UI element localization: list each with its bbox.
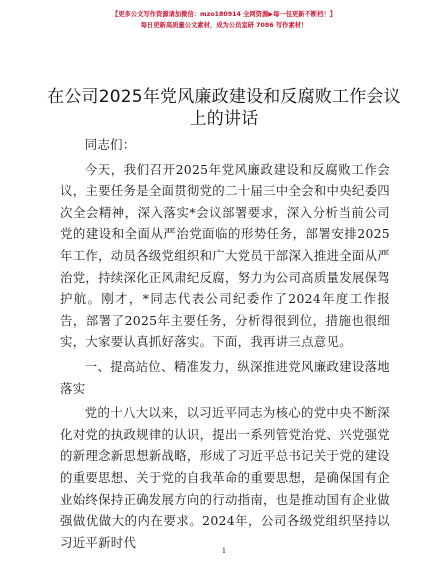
paragraph-2: 党的十八大以来，以习近平同志为核心的党中央不断深化对党的执政规律的认识，提出一系列管党治党、兴党强党的新理念新思想新战略，形成了习近平总书记关于党的建设的重要思想、关于党的自我革命的重要思想，是确保国有企业始终保持正确发展方向的行动指南，也是推动国有企业做强做优做大的内在要求。2024年，公司各级党组织坚持以习近平新时代 [60,405,390,550]
section-heading-1: 一、提高站位、精准发力，纵深推进党风廉政建设落地落实 [60,358,390,396]
promo-line-1: 【更多公文写作资源请加微信：mzo180914 全网资源▶每一包更新不断档！】 [111,11,337,18]
salutation: 同志们： [84,137,136,152]
paragraph-1: 今天，我们召开2025年党风廉政建设和反腐败工作会议，主要任务是全面贯彻党的二十届三中全会和中央纪委四次全会精神，深入落实*会议部署要求，深入分析当前公司党的建设和全面从严治党面临的形势任务，部署安排2025年工作，动员各级党组织和广大党员干部深入推进全面从严治党，持续深化正风肃纪反腐，努力为公司高质量发展保驾护航。刚才，*同志代表公司纪委作了2024年度工作报告，部署了2025年主要任务，分析得很到位，措施也很细实，大家要认真抓好落实。下面，我再讲三点意见。 [60,161,390,350]
document-body [60,134,390,553]
document-title: 在公司2025年党风廉政建设和反腐败工作会议上的讲话 [47,87,401,129]
page-number: 1 [221,546,227,555]
header-promo [0,10,448,31]
promo-line-2: 每日更新高质量公文素材，成为公员室研 7086 写作素材！ [140,21,308,29]
